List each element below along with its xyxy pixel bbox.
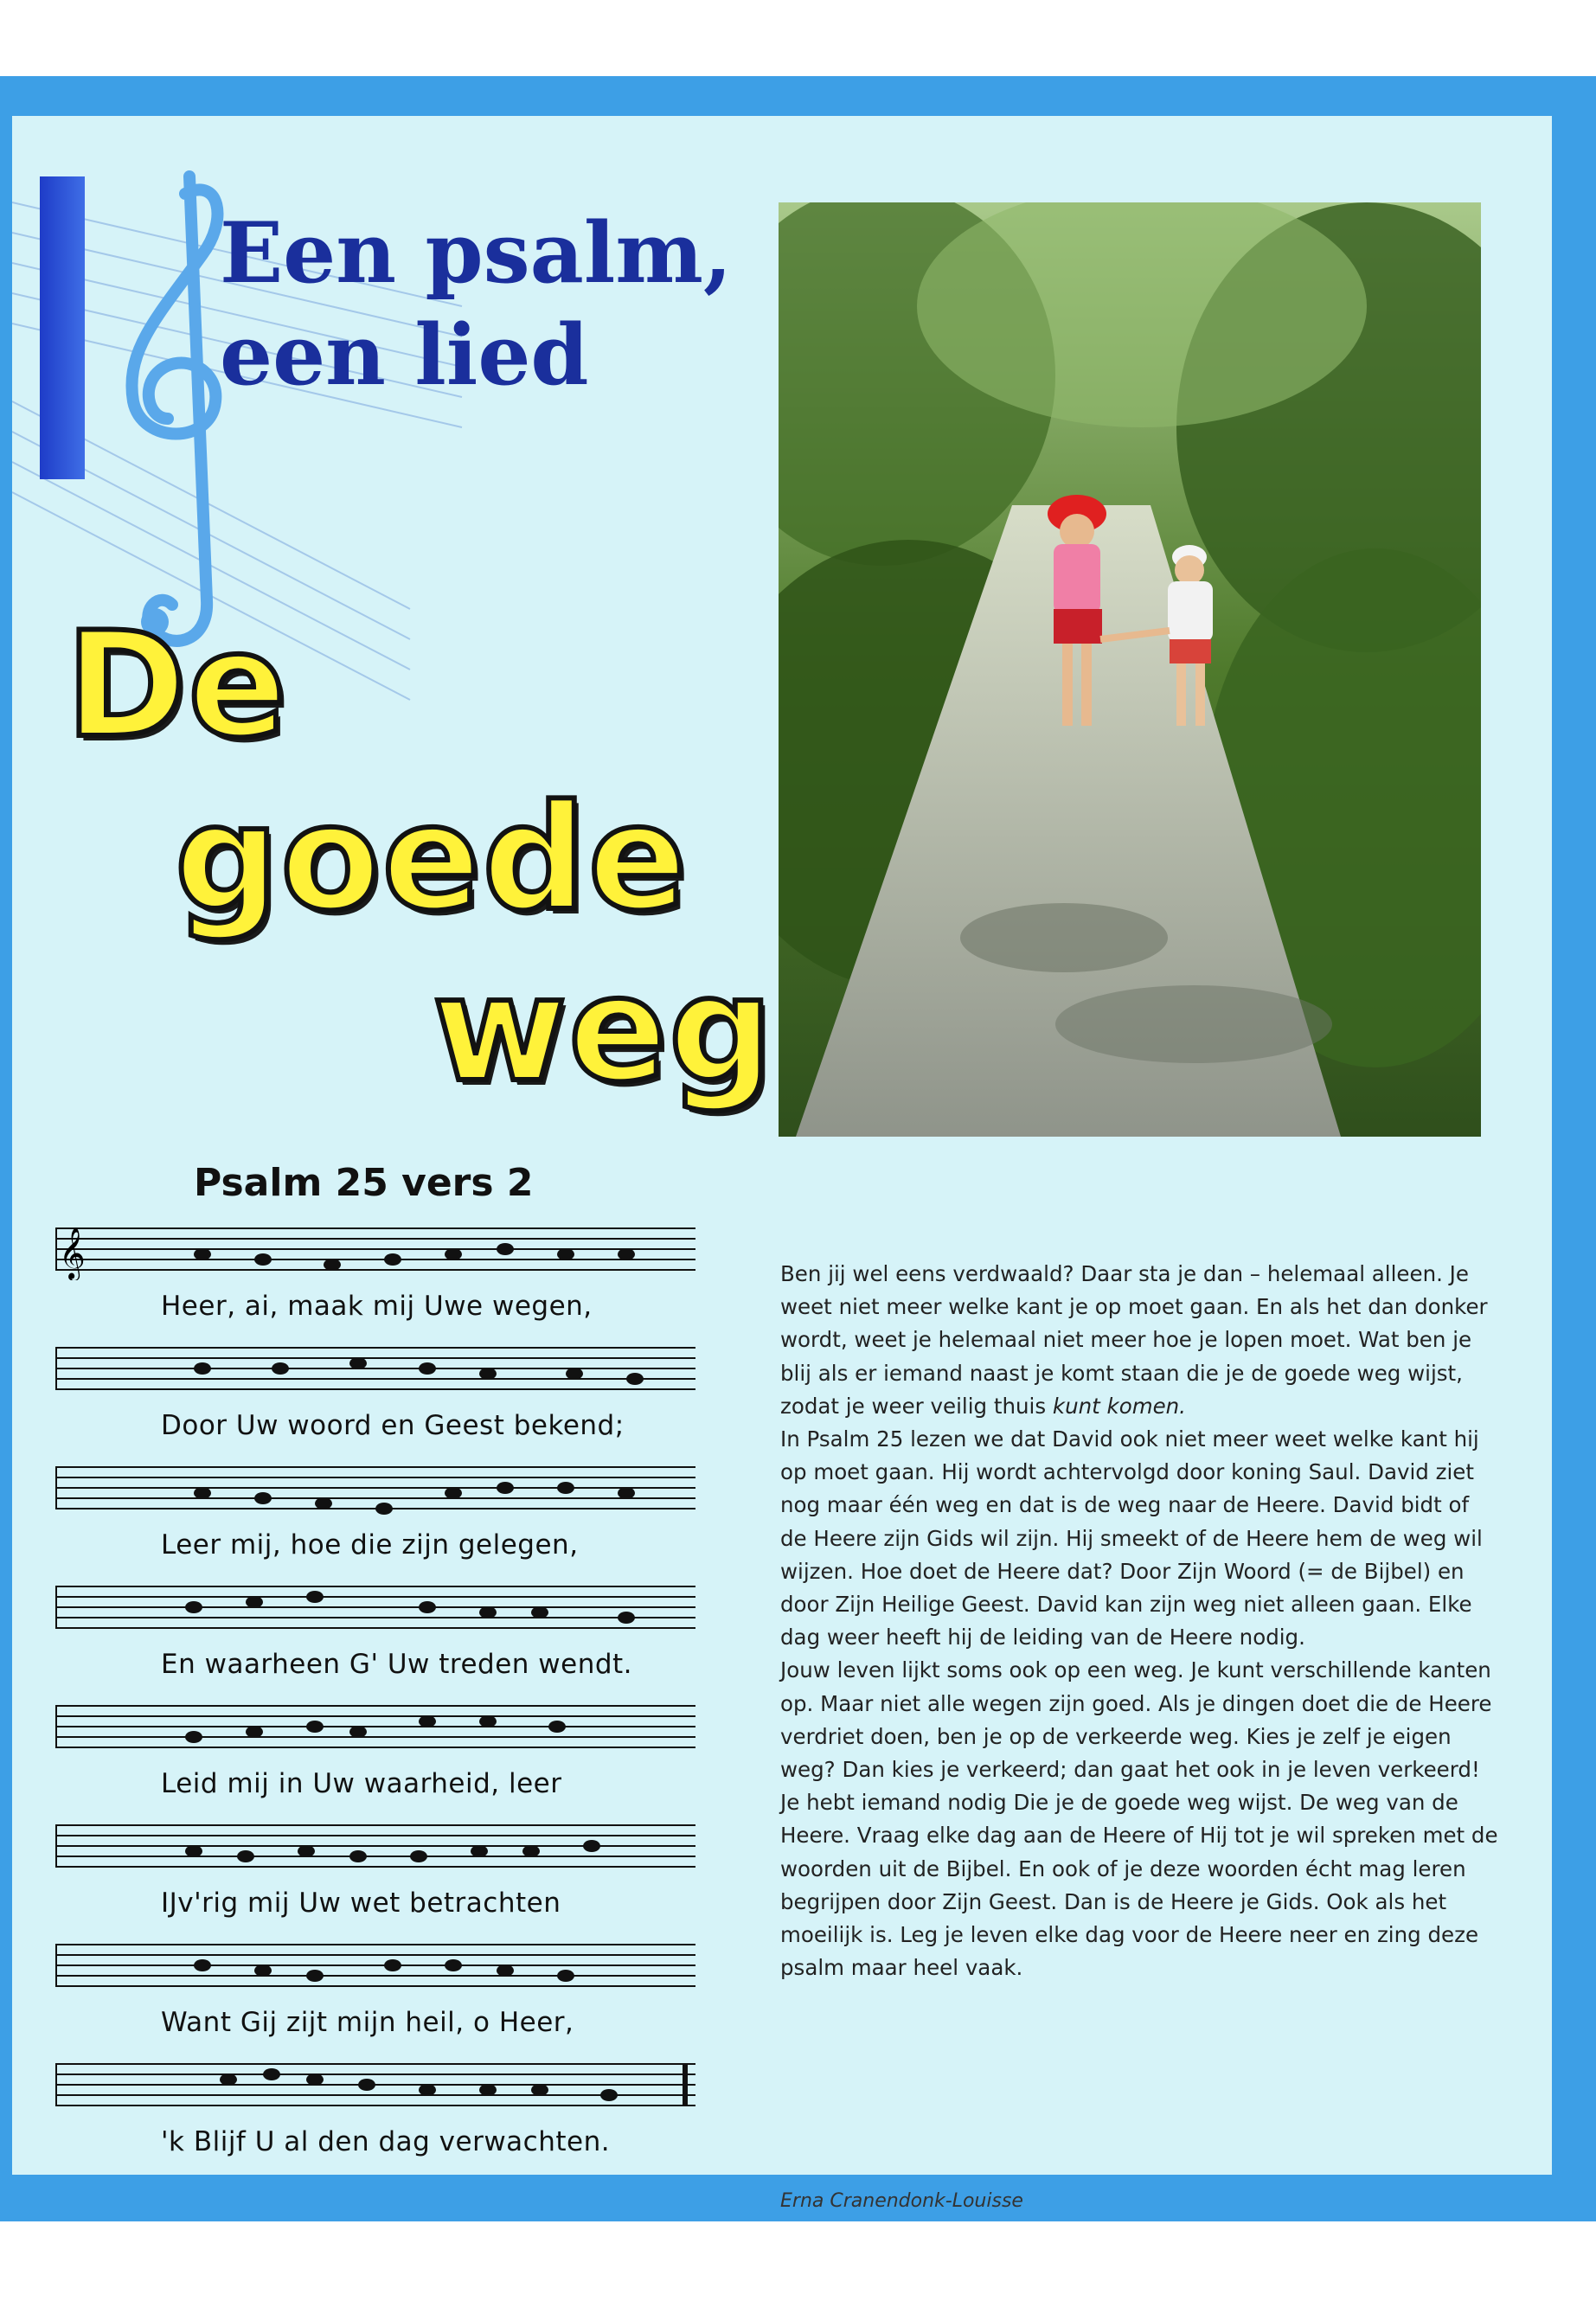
- sheet-music: [55, 1220, 695, 2175]
- staff-notes: [55, 2055, 695, 2116]
- music-line: [55, 1936, 695, 2055]
- headline-word-weg: weg: [433, 945, 775, 1114]
- psalm-heading: Psalm 25 vers 2: [194, 1161, 534, 1205]
- staff-notes: [55, 1578, 695, 1638]
- music-line: [55, 1458, 695, 1578]
- page-title: [220, 202, 732, 407]
- staff-notes: [55, 1936, 695, 1997]
- title-line-2: een lied: [220, 306, 589, 404]
- lyric-line: En waarheen G' Uw treden wendt.: [161, 1649, 633, 1680]
- decorative-bar: [40, 176, 85, 479]
- lyric-line: IJv'rig mij Uw wet betrachten: [161, 1888, 561, 1919]
- music-line: [55, 1817, 695, 1936]
- headline-word-goede: goede: [175, 773, 689, 943]
- staff-notes: [55, 1697, 695, 1758]
- lyric-line: Heer, ai, maak mij Uwe wegen,: [161, 1291, 593, 1322]
- lyric-line: Door Uw woord en Geest bekend;: [161, 1410, 625, 1441]
- staff-notes: [55, 1220, 695, 1280]
- svg-text:𝄞: 𝄞: [59, 1227, 86, 1279]
- music-line: [55, 2055, 695, 2175]
- heading-area: [12, 116, 773, 1189]
- music-line: [55, 1220, 695, 1339]
- music-line: [55, 1339, 695, 1458]
- photo-children-on-forest-path: [779, 202, 1481, 1137]
- body-text: Ben jij wel eens verdwaald? Daar sta je dan – helemaal alleen. Je weet niet meer welke kant je op moet gaan. En als het dan donker wordt, weet je helemaal niet meer hoe je lopen moet. Wat ben je blij als er iemand naast je komt staan die je de goede weg wijst, zodat je weer veilig thuis: [780, 1261, 1488, 1419]
- body-paragraph: Je hebt iemand nodig Die je de goede weg wijst. De weg van de Heere. Vraag elke dag aan de Heere of Hij tot je wil spreken met de woorden uit de Bijbel. En ook of je deze woorden écht mag leren begrijpen door Zijn Geest. Dan is de Heere je Gids. Ook als het moeilijk is. Leg je leven elke dag voor de Heere neer en zing deze psalm maar heel vaak.: [780, 1790, 1498, 1981]
- staff-notes: [55, 1458, 695, 1519]
- content-panel: [12, 116, 1552, 2212]
- body-paragraph: In Psalm 25 lezen we dat David ook niet meer weet welke kant hij op moet gaan. Hij wordt achtervolgd door koning Saul. David ziet nog maar één weg en dat is de weg naar de Heere. David bidt of de Heere zijn Gids wil zijn. Hij smeekt of de Heere hem de weg wil wijzen. Hoe doet de Heere dat? Door Zijn Woord (= de Bijbel) en door Zijn Heilige Geest. David kan zijn weg niet alleen gaan. Elke dag weer heeft hij de leiding van de Heere nodig.: [780, 1426, 1483, 1650]
- staff-notes: [55, 1817, 695, 1877]
- article-body: [780, 1258, 1498, 1984]
- headline-word-de: De: [66, 600, 289, 770]
- body-paragraph: [780, 1258, 1498, 1423]
- author-credit: Erna Cranendonk-Louisse: [780, 2190, 1023, 2212]
- body-paragraph: Jouw leven lijkt soms ook op een weg. Je kunt verschillende kanten op. Maar niet alle wegen zijn goed. Als je dingen doet die de Heere verdriet doen, ben je op de verkeerde weg. Kies je zelf je eigen weg? Dan kies je verkeerd; dan gaat het ook in je leven verkeerd!: [780, 1657, 1492, 1783]
- page-frame: [0, 76, 1596, 2221]
- body-text-italic: kunt komen.: [1052, 1393, 1186, 1419]
- title-line-1: Een psalm,: [220, 204, 733, 302]
- lyric-line: Want Gij zijt mijn heil, o Heer,: [161, 2007, 574, 2038]
- lyric-line: Leid mij in Uw waarheid, leer: [161, 1768, 562, 1799]
- lyric-line: Leer mij, hoe die zijn gelegen,: [161, 1529, 579, 1561]
- staff-notes: [55, 1339, 695, 1400]
- lyric-line: 'k Blijf U al den dag verwachten.: [161, 2126, 611, 2157]
- music-line: [55, 1697, 695, 1817]
- music-line: [55, 1578, 695, 1697]
